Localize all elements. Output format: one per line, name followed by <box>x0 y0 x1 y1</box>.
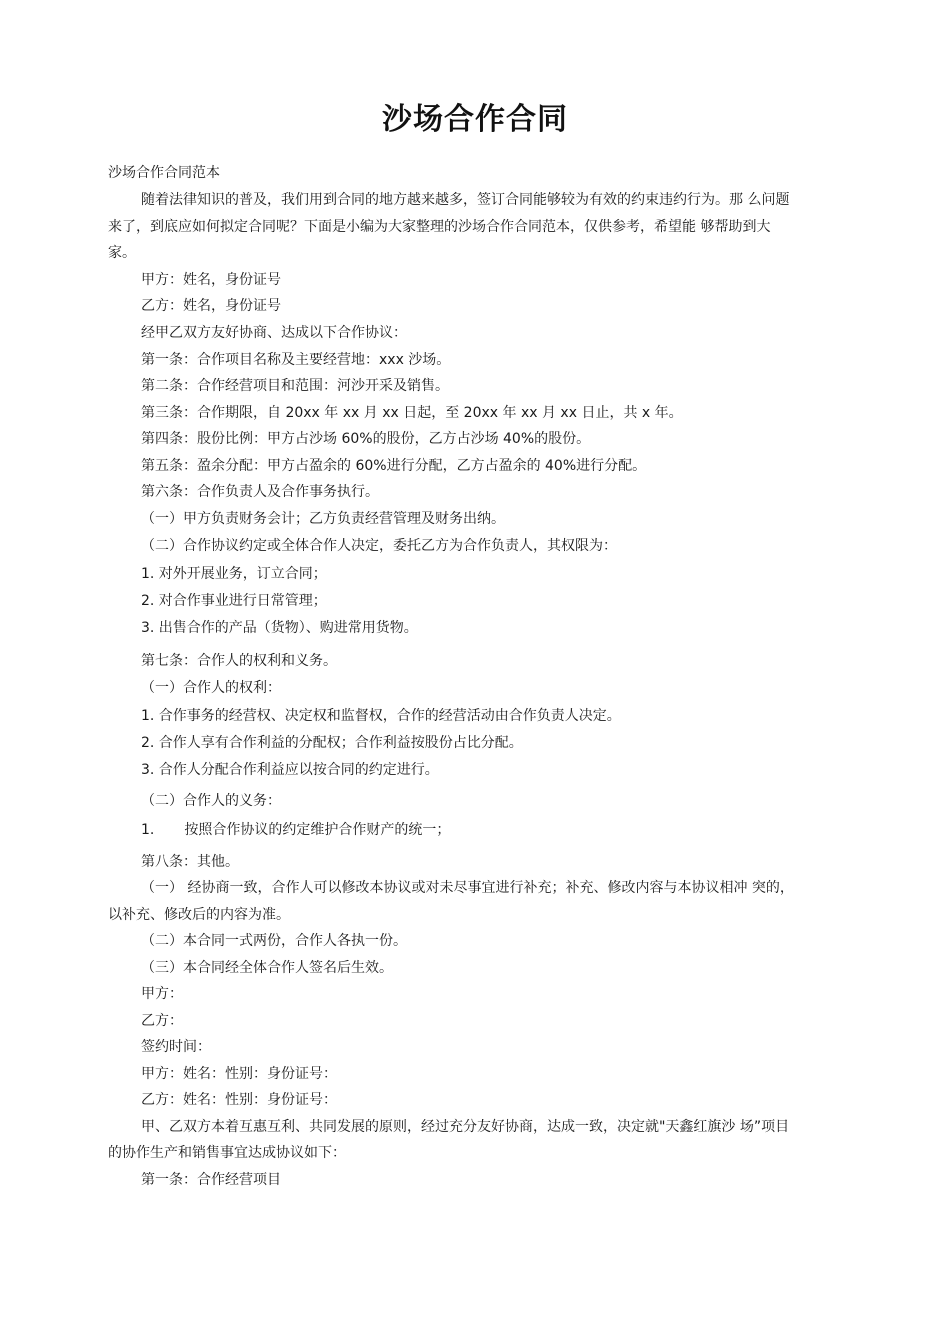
article-8-clause-3: （三）本合同经全体合作人签名后生效。 <box>141 960 393 976</box>
article-6-clause-1: （一）甲方负责财务会计；乙方负责经营管理及财务出纳。 <box>141 511 505 527</box>
article-8: 第八条：其他。 <box>141 854 239 870</box>
signature-party-a: 甲方： <box>141 986 183 1002</box>
article-1-b: 第一条：合作经营项目 <box>141 1172 281 1188</box>
article-6-clause-2: （二）合作协议约定或全体合作人决定，委托乙方为合作负责人，其权限为： <box>141 538 617 554</box>
list-item: 3. 出售合作的产品（货物）、购进常用货物。 <box>141 620 418 636</box>
list-item: 3. 合作人分配合作利益应以按合同的约定进行。 <box>141 762 439 778</box>
document-subtitle: 沙场合作合同范本 <box>108 165 220 181</box>
party-b-info: 乙方：姓名：性别：身份证号： <box>141 1092 337 1108</box>
list-item: 1. 对外开展业务，订立合同； <box>141 566 327 582</box>
article-7-clause-1: （一）合作人的权利： <box>141 680 281 696</box>
list-item: 1. 合作事务的经营权、决定权和监督权，合作的经营活动由合作负责人决定。 <box>141 708 621 724</box>
party-b-line: 乙方：姓名，身份证号 <box>141 298 281 314</box>
duty-item-text: 按照合作协议的约定维护合作财产的统一； <box>184 822 451 838</box>
paragraph-2-line: 的协作生产和销售事宜达成协议如下： <box>108 1145 346 1161</box>
signing-date: 签约时间： <box>141 1039 211 1055</box>
list-item: 2. 对合作事业进行日常管理； <box>141 593 327 609</box>
article-2: 第二条：合作经营项目和范围：河沙开采及销售。 <box>141 378 449 394</box>
article-7: 第七条：合作人的权利和义务。 <box>141 653 337 669</box>
duty-item-number: 1. <box>141 822 155 838</box>
article-5: 第五条：盈余分配：甲方占盈余的 60%进行分配，乙方占盈余的 40%进行分配。 <box>141 458 647 474</box>
party-a-info: 甲方：姓名：性别：身份证号： <box>141 1066 337 1082</box>
list-item: 2. 合作人享有合作利益的分配权；合作利益按股份占比分配。 <box>141 735 523 751</box>
intro-line: 家。 <box>108 245 136 261</box>
preamble: 经甲乙双方友好协商、达成以下合作协议： <box>141 325 407 341</box>
article-7-clause-2: （二）合作人的义务： <box>141 793 281 809</box>
article-8-clause-2: （二）本合同一式两份，合作人各执一份。 <box>141 933 407 949</box>
document-title: 沙场合作合同 <box>382 102 568 137</box>
signature-party-b: 乙方： <box>141 1013 183 1029</box>
duty-item <box>141 821 450 839</box>
article-6: 第六条：合作负责人及合作事务执行。 <box>141 484 379 500</box>
intro-line: 随着法律知识的普及，我们用到合同的地方越来越多，签订合同能够较为有效的约束违约行为。那 么问题 <box>141 192 790 208</box>
party-a-line: 甲方：姓名，身份证号 <box>141 272 281 288</box>
article-1: 第一条：合作项目名称及主要经营地：xxx 沙场。 <box>141 352 451 368</box>
article-3: 第三条：合作期限，自 20xx 年 xx 月 xx 日起，至 20xx 年 xx 月 xx 日止，共 x 年。 <box>141 405 683 421</box>
article-8-clause-1-cont: 以补充、修改后的内容为准。 <box>108 907 290 923</box>
article-4: 第四条：股份比例：甲方占沙场 60%的股份，乙方占沙场 40%的股份。 <box>141 431 591 447</box>
article-8-clause-1: （一） 经协商一致，合作人可以修改本协议或对未尽事宜进行补充；补充、修改内容与本协议相冲 突的， <box>141 880 794 896</box>
paragraph-2-line: 甲、乙双方本着互惠互利、共同发展的原则，经过充分友好协商，达成一致，决定就"天鑫红旗沙 场”项目 <box>141 1119 790 1135</box>
intro-line: 来了，到底应如何拟定合同呢？下面是小编为大家整理的沙场合作合同范本，仅供参考，希望能 够帮助到大 <box>108 219 771 235</box>
